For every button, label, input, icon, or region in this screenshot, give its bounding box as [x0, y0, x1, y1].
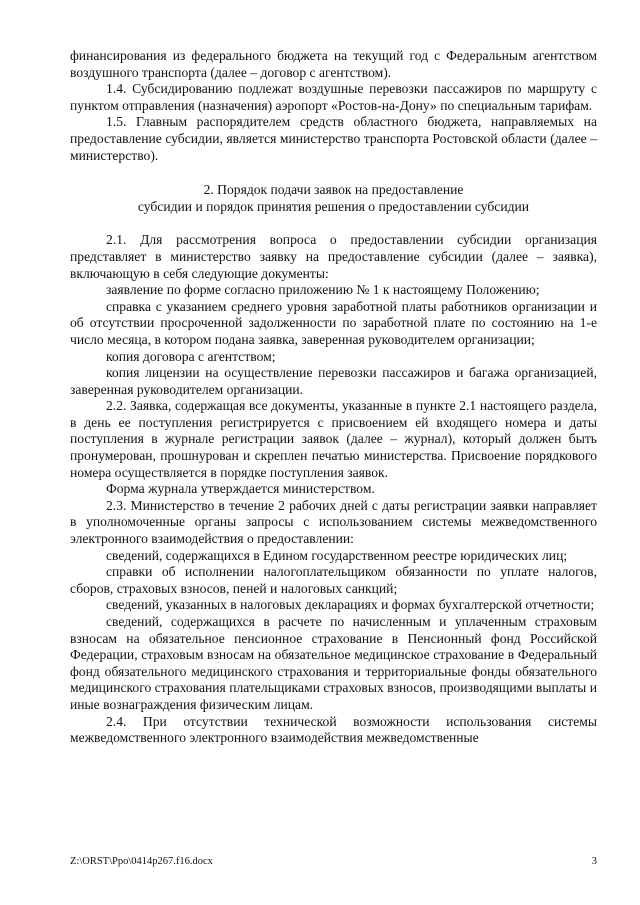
list-item-tax-certificate: справки об исполнении налогоплательщиком обязанности по уплате налогов, сборов, страховых взносов, пеней и налоговых санкций; — [70, 564, 597, 596]
list-item-salary-certificate: справка с указанием среднего уровня заработной платы работников организации и об отсутствии просроченной задолженности по заработной плате по состоянию на 1-е число месяца, в котором подана заявка, заверенная руководителем организации; — [70, 298, 597, 347]
list-item-license-copy: копия лицензии на осуществление перевозки пассажиров и багажа организацией, заверенная руководителем организации. — [70, 365, 597, 397]
section-heading-line-1: 2. Порядок подачи заявок на предоставление — [203, 182, 464, 198]
list-item-application: заявление по форме согласно приложению № 1 к настоящему Положению; — [106, 282, 540, 298]
paragraph-1-4: 1.4. Субсидированию подлежат воздушные перевозки пассажиров по маршруту с пунктом отправления (назначения) аэропорт «Ростов-на-Дону» по специальным тарифам. — [70, 81, 597, 113]
paragraph-2-1: 2.1. Для рассмотрения вопроса о предоставлении субсидии организация представляет в министерство заявку на предоставление субсидии (далее – заявка), включающую в себя следующие документы: — [70, 232, 597, 281]
paragraph-2-3: 2.3. Министерство в течение 2 рабочих дней с даты регистрации заявки направляет в уполномоченные органы запросы с использованием системы межведомственного электронного взаимодействия о предоставлении: — [70, 497, 597, 547]
list-item-insurance-contributions: сведений, содержащихся в расчете по начисленным и уплаченным страховым взносам на обязательное пенсионное страхование в Пенсионный фонд Российской Федерации, страховым взносам на обязательное медицинское страхование в Федеральный фонд обязательного медицинского страхования и территориальные фонды обязательного медицинского страхования плательщиками страховых взносов, производящими выплаты и иные вознаграждения физическим лицам. — [70, 614, 597, 712]
document-page — [70, 48, 597, 747]
paragraph-continuation: финансирования из федерального бюджета на текущий год с Федеральным агентством воздушного транспорта (далее – договор с агентством). — [70, 48, 597, 80]
paragraph-journal-form: Форма журнала утверждается министерством. — [106, 481, 375, 497]
list-item-egrul: сведений, содержащихся в Едином государственном реестре юридических лиц; — [106, 547, 568, 563]
list-item-tax-declarations: сведений, указанных в налоговых декларациях и формах бухгалтерской отчетности; — [106, 597, 595, 613]
section-heading — [70, 182, 597, 215]
list-item-contract-copy: копия договора с агентством; — [106, 348, 276, 364]
footer-page-number: 3 — [591, 856, 597, 867]
section-heading-line-2: субсидии и порядок принятия решения о предоставлении субсидии — [137, 198, 530, 214]
paragraph-2-2: 2.2. Заявка, содержащая все документы, указанные в пункте 2.1 настоящего раздела, в день ее поступления регистрируется с присвоением ей входящего номера и даты поступления в журнале регистрации заявок (далее – журнал), который должен быть пронумерован, прошнурован и скреплен печатью министерства. Присвоение порядкового номера осуществляется в порядке поступления заявок. — [70, 398, 597, 480]
footer-file-path: Z:\ORST\Ppo\0414p267.f16.docx — [70, 856, 213, 867]
paragraph-1-5: 1.5. Главным распорядителем средств областного бюджета, направляемых на предоставление субсидии, является министерство транспорта Ростовской области (далее – министерство). — [70, 114, 597, 163]
page-footer — [70, 856, 597, 867]
paragraph-2-4: 2.4. При отсутствии технической возможности использования системы межведомственного электронного взаимодействия межведомственные — [70, 713, 597, 746]
